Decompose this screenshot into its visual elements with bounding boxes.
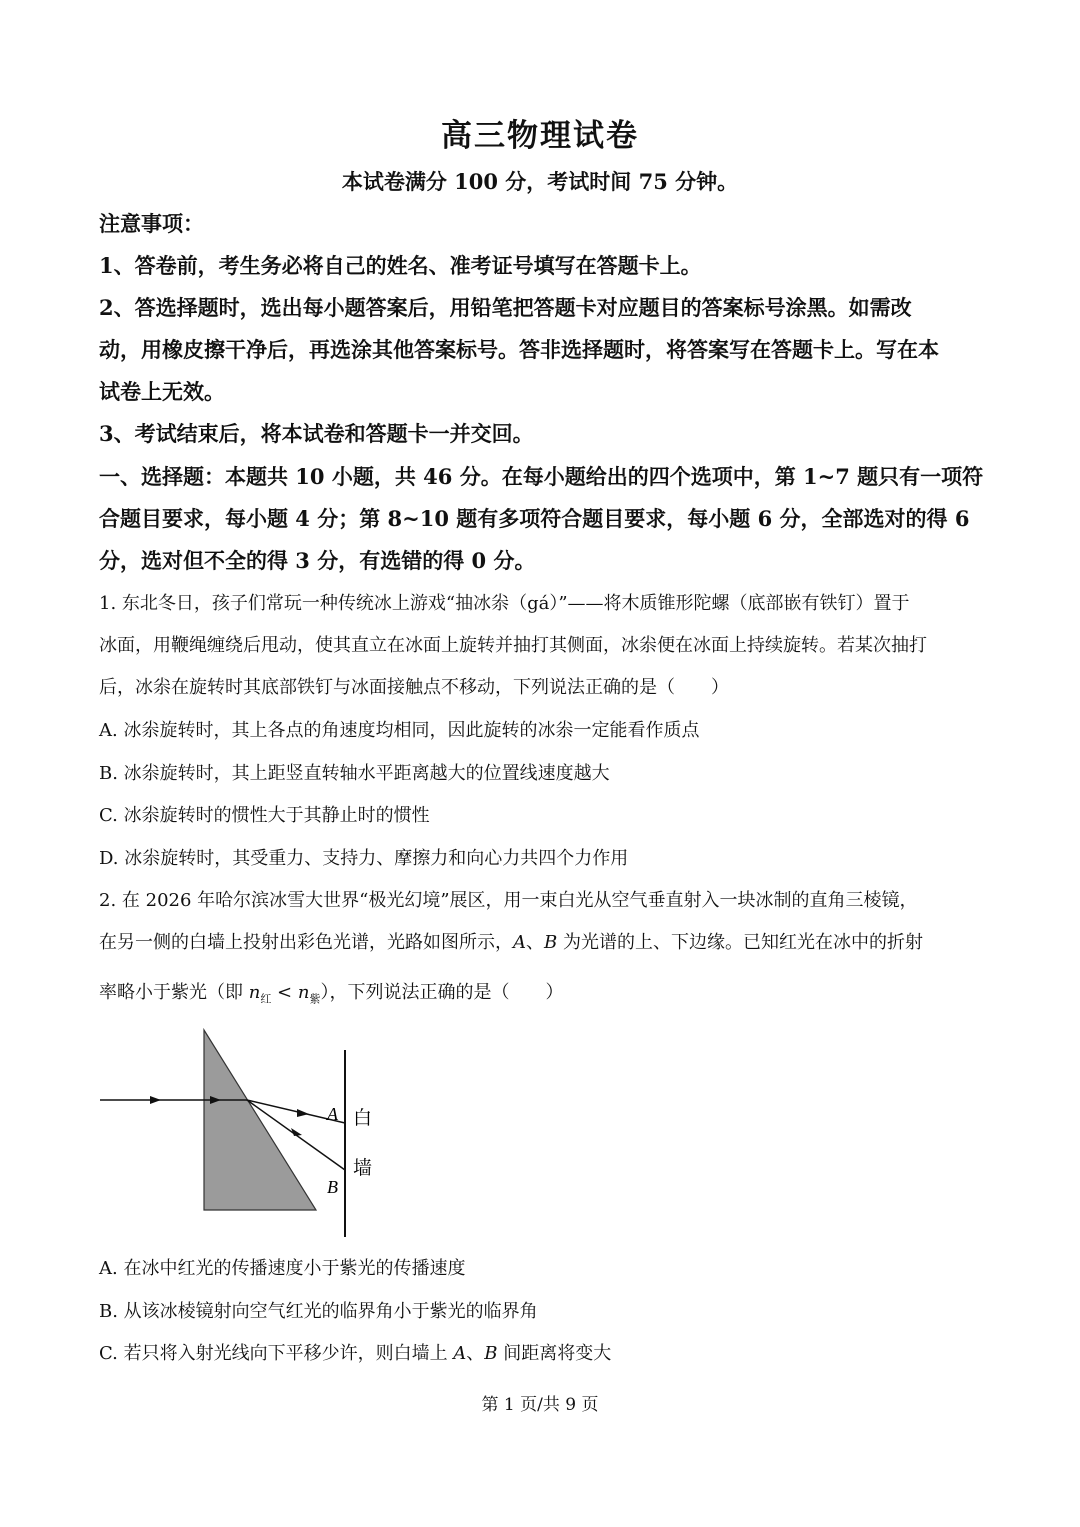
ice-prism [204,1030,316,1210]
notice-item-2-line-2: 动，用橡皮擦干净后，再选涂其他答案标号。答非选择题时，将答案写在答题卡上。写在本 [99,337,939,362]
subscript-violet: 紫 [309,992,321,1006]
q1-stem-line-2: 冰面，用鞭绳缠绕后甩动，使其直立在冰面上旋转并抽打其侧面，冰尜便在冰面上持续旋转。若某次抽打 [99,635,927,656]
q2-stem-text: 在另一侧的白墙上投射出彩色光谱，光路如图所示， [99,932,513,953]
page-number: 第 1 页/共 9 页 [481,1395,599,1415]
diagram-label-b: B [327,1177,338,1197]
q2-stem-line-3 [99,978,563,1015]
upper-ray-arrow [297,1109,309,1117]
separator: 、 [466,1343,485,1364]
wall-label-1: 白 [353,1107,373,1129]
label-b: B [544,932,558,953]
label-b: B [484,1343,498,1364]
notice-item-2-line-3: 试卷上无效。 [99,379,225,404]
section1-line-2: 合题目要求，每小题 4 分；第 8~10 题有多项符合题目要求，每小题 6 分，全部选对的得 6 [99,506,970,531]
q1-stem-line-3: 后，冰尜在旋转时其底部铁钉与冰面接触点不移动，下列说法正确的是（ ） [99,677,729,698]
notice-heading: 注意事项： [99,211,204,236]
notice-item-2-line-1: 2、答选择题时，选出每小题答案后，用铅笔把答题卡对应题目的答案标号涂黑。如需改 [99,295,912,320]
q2-stem-text: 率略小于紫光（即 [99,982,249,1003]
q2-option-c [99,1339,611,1369]
exam-info: 本试卷满分 100 分，考试时间 75 分钟。 [341,169,739,194]
page-title: 高三物理试卷 [441,118,639,154]
label-a: A [513,932,526,953]
q2-option-c-text: 间距离将变大 [497,1343,612,1364]
section1-line-1: 一、选择题：本题共 10 小题，共 46 分。在每小题给出的四个选项中，第 1~7 题只有一项符 [99,464,984,489]
diagram-label-a: A [327,1104,338,1124]
label-a: A [453,1343,467,1364]
q1-option-a: A. 冰尜旋转时，其上各点的角速度均相同，因此旋转的冰尜一定能看作质点 [99,720,700,741]
separator: 、 [526,932,544,953]
q2-option-b: B. 从该冰棱镜射向空气红光的临界角小于紫光的临界角 [99,1301,538,1322]
section1-line-3: 分，选对但不全的得 3 分，有选错的得 0 分。 [99,548,536,573]
q2-stem-text: 为光谱的上、下边缘。已知红光在冰中的折射 [557,932,923,953]
prism-diagram [95,1025,395,1240]
less-than: < [271,982,298,1003]
symbol-n: n [297,982,310,1003]
q2-stem-line-1: 2. 在 2026 年哈尔滨冰雪大世界“极光幻境”展区，用一束白光从空气垂直射入一块冰制的直角三棱镜， [99,890,918,911]
q2-stem-text: ），下列说法正确的是（ ） [320,982,564,1003]
q2-option-a: A. 在冰中红光的传播速度小于紫光的传播速度 [99,1258,466,1279]
q1-option-c: C. 冰尜旋转时的惯性大于其静止时的惯性 [99,805,430,826]
symbol-n: n [248,982,261,1003]
notice-item-1: 1、答卷前，考生务必将自己的姓名、准考证号填写在答题卡上。 [99,253,702,278]
wall-label-2: 墙 [353,1157,373,1179]
q2-option-c-text: C. 若只将入射光线向下平移少许，则白墙上 [99,1343,454,1364]
q2-stem-line-2 [99,928,923,958]
notice-item-3: 3、考试结束后，将本试卷和答题卡一并交回。 [99,421,534,446]
subscript-red: 红 [260,992,272,1006]
q1-stem-line-1: 1. 东北冬日，孩子们常玩一种传统冰上游戏“抽冰尜（gá）”——将木质锥形陀螺（底部嵌有铁钉）置于 [99,593,910,614]
q1-option-b: B. 冰尜旋转时，其上距竖直转轴水平距离越大的位置线速度越大 [99,763,610,784]
q1-option-d: D. 冰尜旋转时，其受重力、支持力、摩擦力和向心力共四个力作用 [99,848,629,869]
lower-ray-arrow [291,1128,302,1136]
incident-arrow-1 [150,1096,161,1104]
